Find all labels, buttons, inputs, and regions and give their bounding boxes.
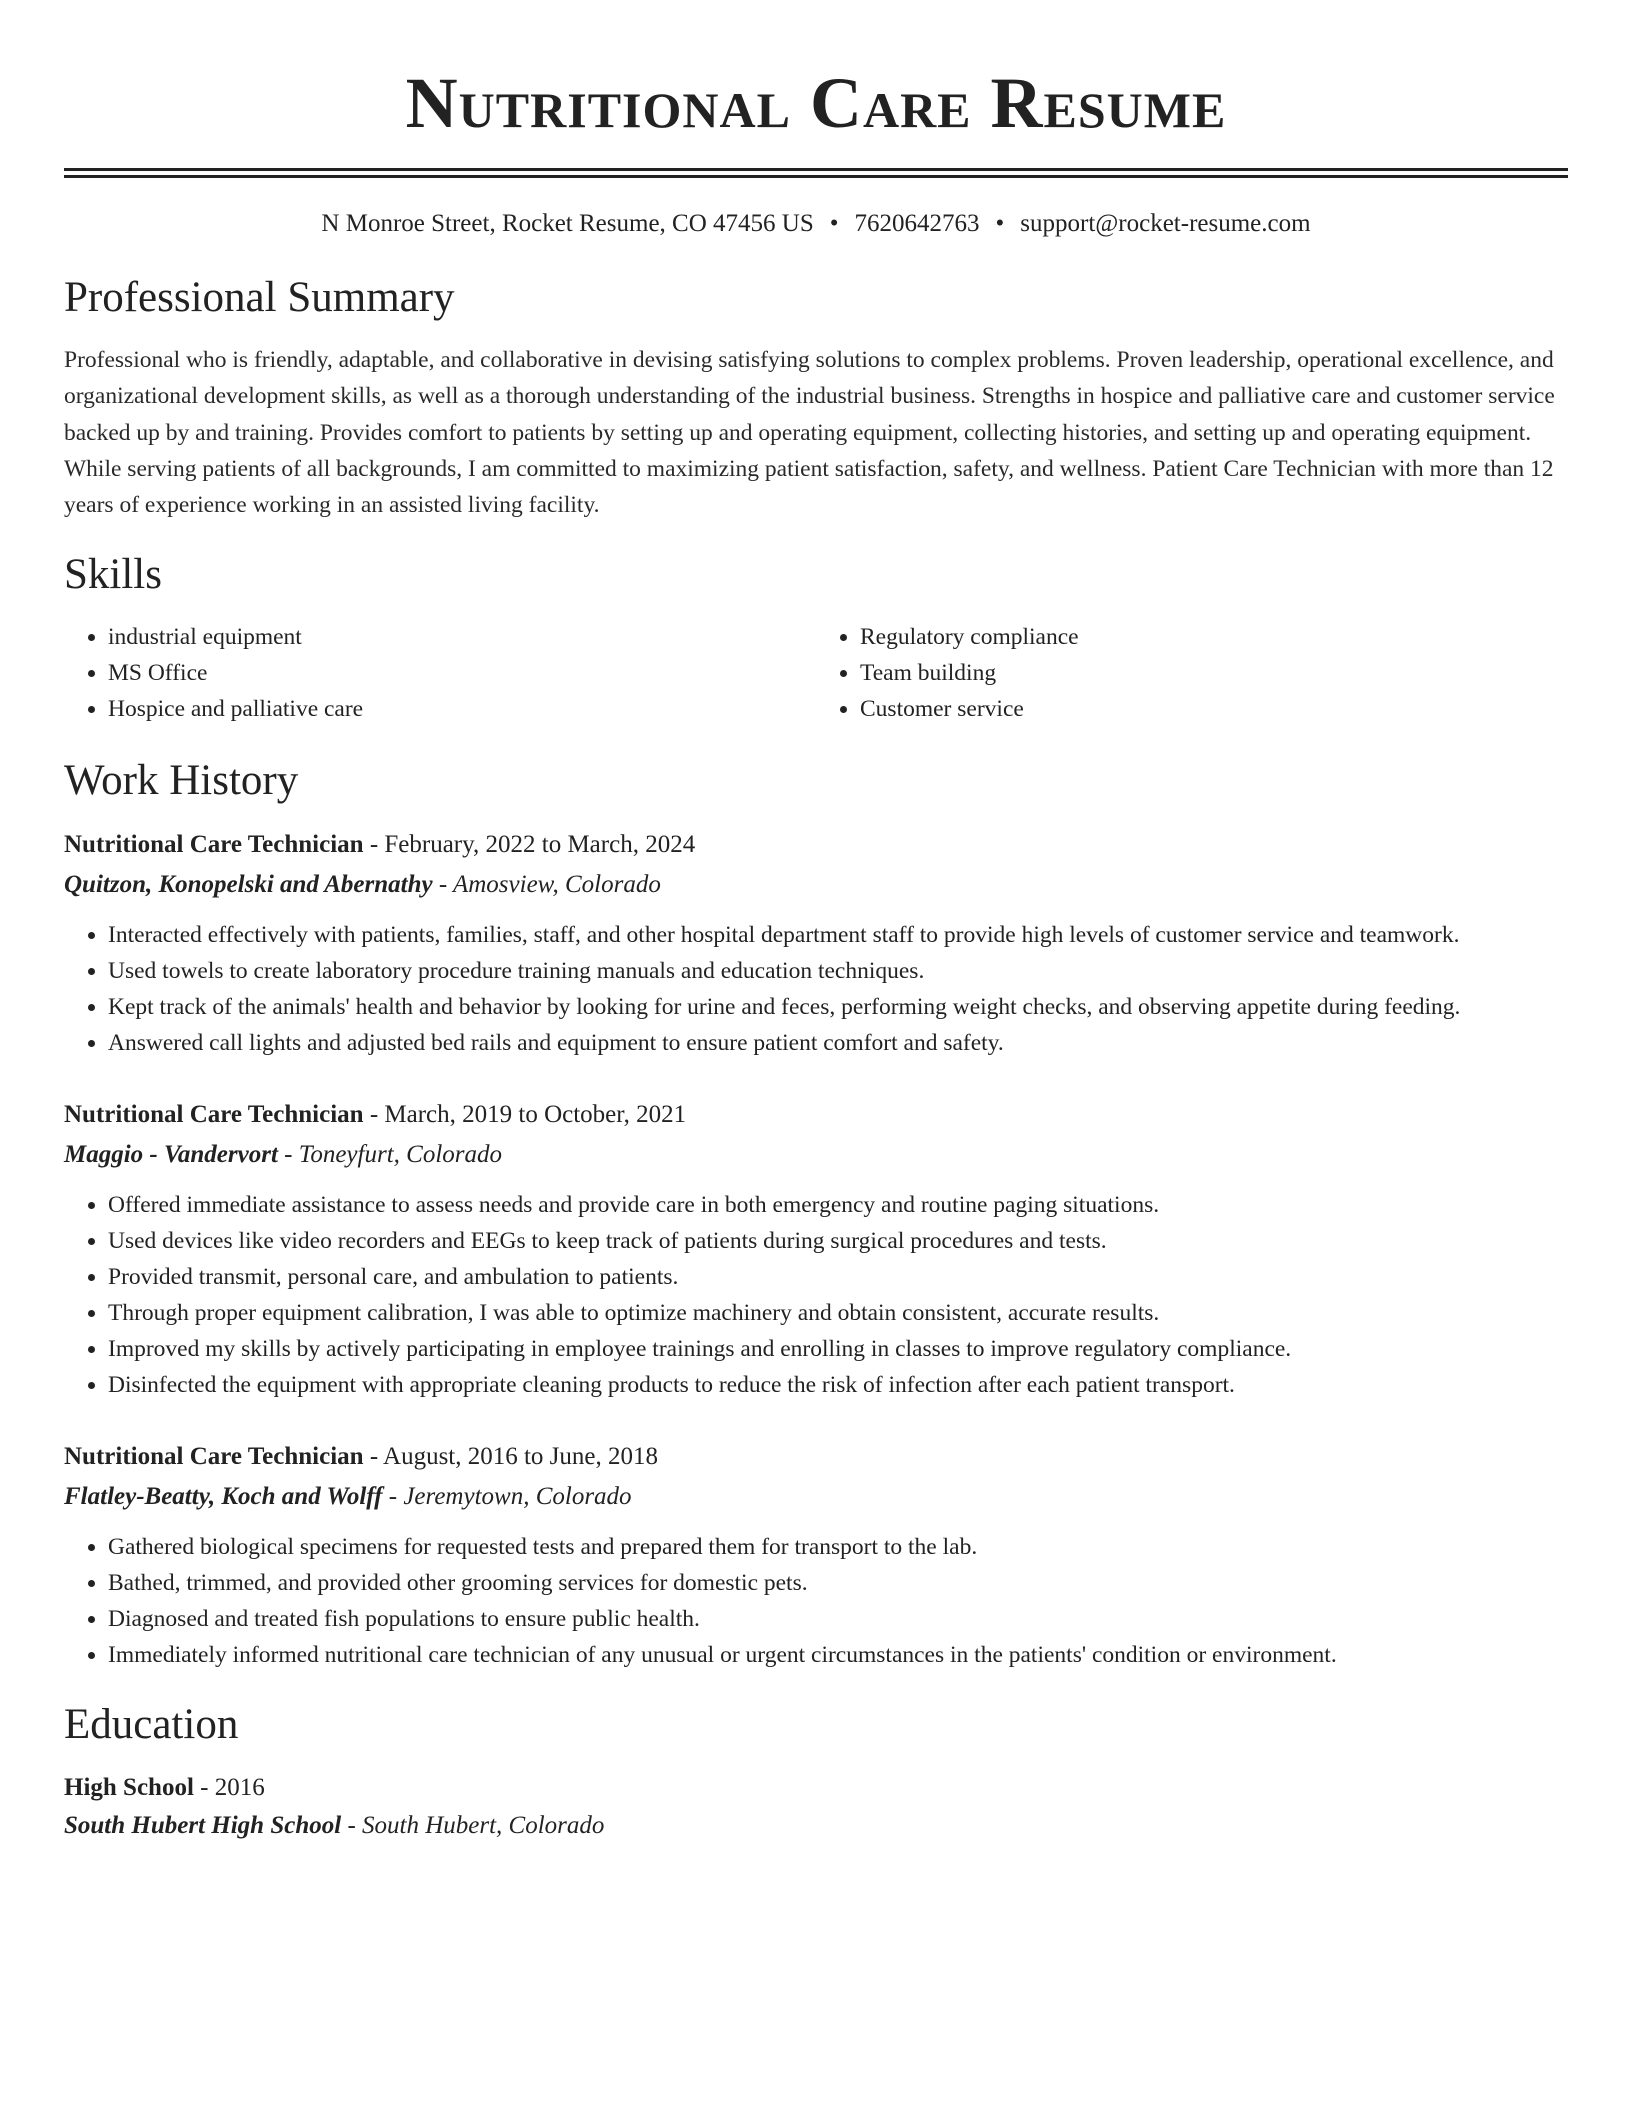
job-dates: - August, 2016 to June, 2018 <box>363 1443 659 1471</box>
job-role: Nutritional Care Technician <box>64 1101 364 1129</box>
summary-heading: Professional Summary <box>64 274 455 321</box>
job-bullet: • Offered immediate assistance to assess needs and provide care in both emergency and routine paging situations. <box>108 1187 1568 1223</box>
contact-line <box>64 206 1568 242</box>
job-bullet: • Used devices like video recorders and EEGs to keep track of patients during surgical procedures and tests. <box>108 1223 1568 1259</box>
job-bullet: • Provided transmit, personal care, and ambulation to patients. <box>108 1259 1568 1295</box>
job-location: - Jeremytown, Colorado <box>382 1483 632 1511</box>
job-entry <box>64 825 1568 1061</box>
skills-list <box>64 619 1568 727</box>
skill-item: • MS Office <box>108 655 816 691</box>
education-location: - South Hubert, Colorado <box>341 1812 605 1840</box>
job-location: - Amosview, Colorado <box>432 871 661 899</box>
job-bullet: • Used towels to create laboratory procedure training manuals and education techniques. <box>108 953 1568 989</box>
job-bullets <box>64 1187 1568 1403</box>
job-bullet: • Through proper equipment calibration, I was able to optimize machinery and obtain consistent, accurate results. <box>108 1295 1568 1331</box>
contact-email: support@rocket-resume.com <box>1020 210 1311 237</box>
job-bullet: • Gathered biological specimens for requested tests and prepared them for transport to the lab. <box>108 1529 1568 1565</box>
education-school-line <box>64 1807 1568 1845</box>
skills-column-right <box>816 619 1568 727</box>
contact-address: N Monroe Street, Rocket Resume, CO 47456 US <box>321 210 814 237</box>
job-role: Nutritional Care Technician <box>64 1443 364 1471</box>
job-company: Maggio - Vandervort <box>64 1141 278 1169</box>
skill-item: • Customer service <box>860 691 1568 727</box>
job-dates: - February, 2022 to March, 2024 <box>363 831 696 859</box>
skill-item: • Hospice and palliative care <box>108 691 816 727</box>
job-bullets <box>64 917 1568 1061</box>
education-school: South Hubert High School <box>64 1812 342 1840</box>
job-header <box>64 825 1568 865</box>
skill-item: • Team building <box>860 655 1568 691</box>
job-bullet: • Bathed, trimmed, and provided other grooming services for domestic pets. <box>108 1565 1568 1601</box>
job-employer <box>64 1477 1568 1517</box>
work-history-heading: Work History <box>64 757 299 805</box>
job-bullet: • Answered call lights and adjusted bed rails and equipment to ensure patient comfort and safety. <box>108 1025 1568 1061</box>
skills-heading: Skills <box>64 551 162 599</box>
contact-separator: • <box>995 210 1005 237</box>
job-entry <box>64 1095 1568 1403</box>
job-role: Nutritional Care Technician <box>64 831 364 859</box>
contact-separator: • <box>829 210 839 237</box>
education-header <box>64 1769 1568 1807</box>
job-bullet: • Immediately informed nutritional care technician of any unusual or urgent circumstances in the patients' condition or environment. <box>108 1637 1568 1673</box>
job-bullet: • Improved my skills by actively participating in employee trainings and enrolling in classes to improve regulatory compliance. <box>108 1331 1568 1367</box>
skill-item: • Regulatory compliance <box>860 619 1568 655</box>
job-header <box>64 1095 1568 1135</box>
job-dates: - March, 2019 to October, 2021 <box>363 1101 687 1129</box>
job-header <box>64 1437 1568 1477</box>
job-company: Flatley-Beatty, Koch and Wolff <box>64 1483 383 1511</box>
skills-column-left <box>64 619 816 727</box>
title-divider <box>64 168 1568 178</box>
job-entry <box>64 1437 1568 1673</box>
contact-phone: 7620642763 <box>854 210 980 237</box>
job-bullet: • Disinfected the equipment with appropriate cleaning products to reduce the risk of infection after each patient transport. <box>108 1367 1568 1403</box>
summary-text: Professional who is friendly, adaptable, and collaborative in devising satisfying solutions to complex problems. Proven leadership, operational excellence, and organizational development skills, as well as a thorough understanding of the industrial business. Strengths in hospice and palliative care and customer service backed up by and training. Provides comfort to patients by setting up and operating equipment, collecting histories, and setting up and operating equipment. While serving patients of all backgrounds, I am committed to maximizing patient satisfaction, safety, and wellness. Patient Care Technician with more than 12 years of experience working in an assisted living facility. <box>64 347 1555 519</box>
job-location: - Toneyfurt, Colorado <box>277 1141 503 1169</box>
job-bullet: • Interacted effectively with patients, families, staff, and other hospital department staff to provide high levels of customer service and teamwork. <box>108 917 1568 953</box>
job-bullet: • Kept track of the animals' health and behavior by looking for urine and feces, performing weight checks, and observing appetite during feeding. <box>108 989 1568 1025</box>
job-bullets <box>64 1529 1568 1673</box>
skill-item: • industrial equipment <box>108 619 816 655</box>
education-year: - 2016 <box>193 1774 265 1802</box>
job-bullet: • Diagnosed and treated fish populations to ensure public health. <box>108 1601 1568 1637</box>
education-degree: High School <box>64 1774 194 1802</box>
job-employer <box>64 1135 1568 1175</box>
job-employer <box>64 865 1568 905</box>
job-company: Quitzon, Konopelski and Abernathy <box>64 871 433 899</box>
resume-title: Nutritional Care Resume <box>405 63 1227 143</box>
education-heading: Education <box>64 1701 239 1749</box>
